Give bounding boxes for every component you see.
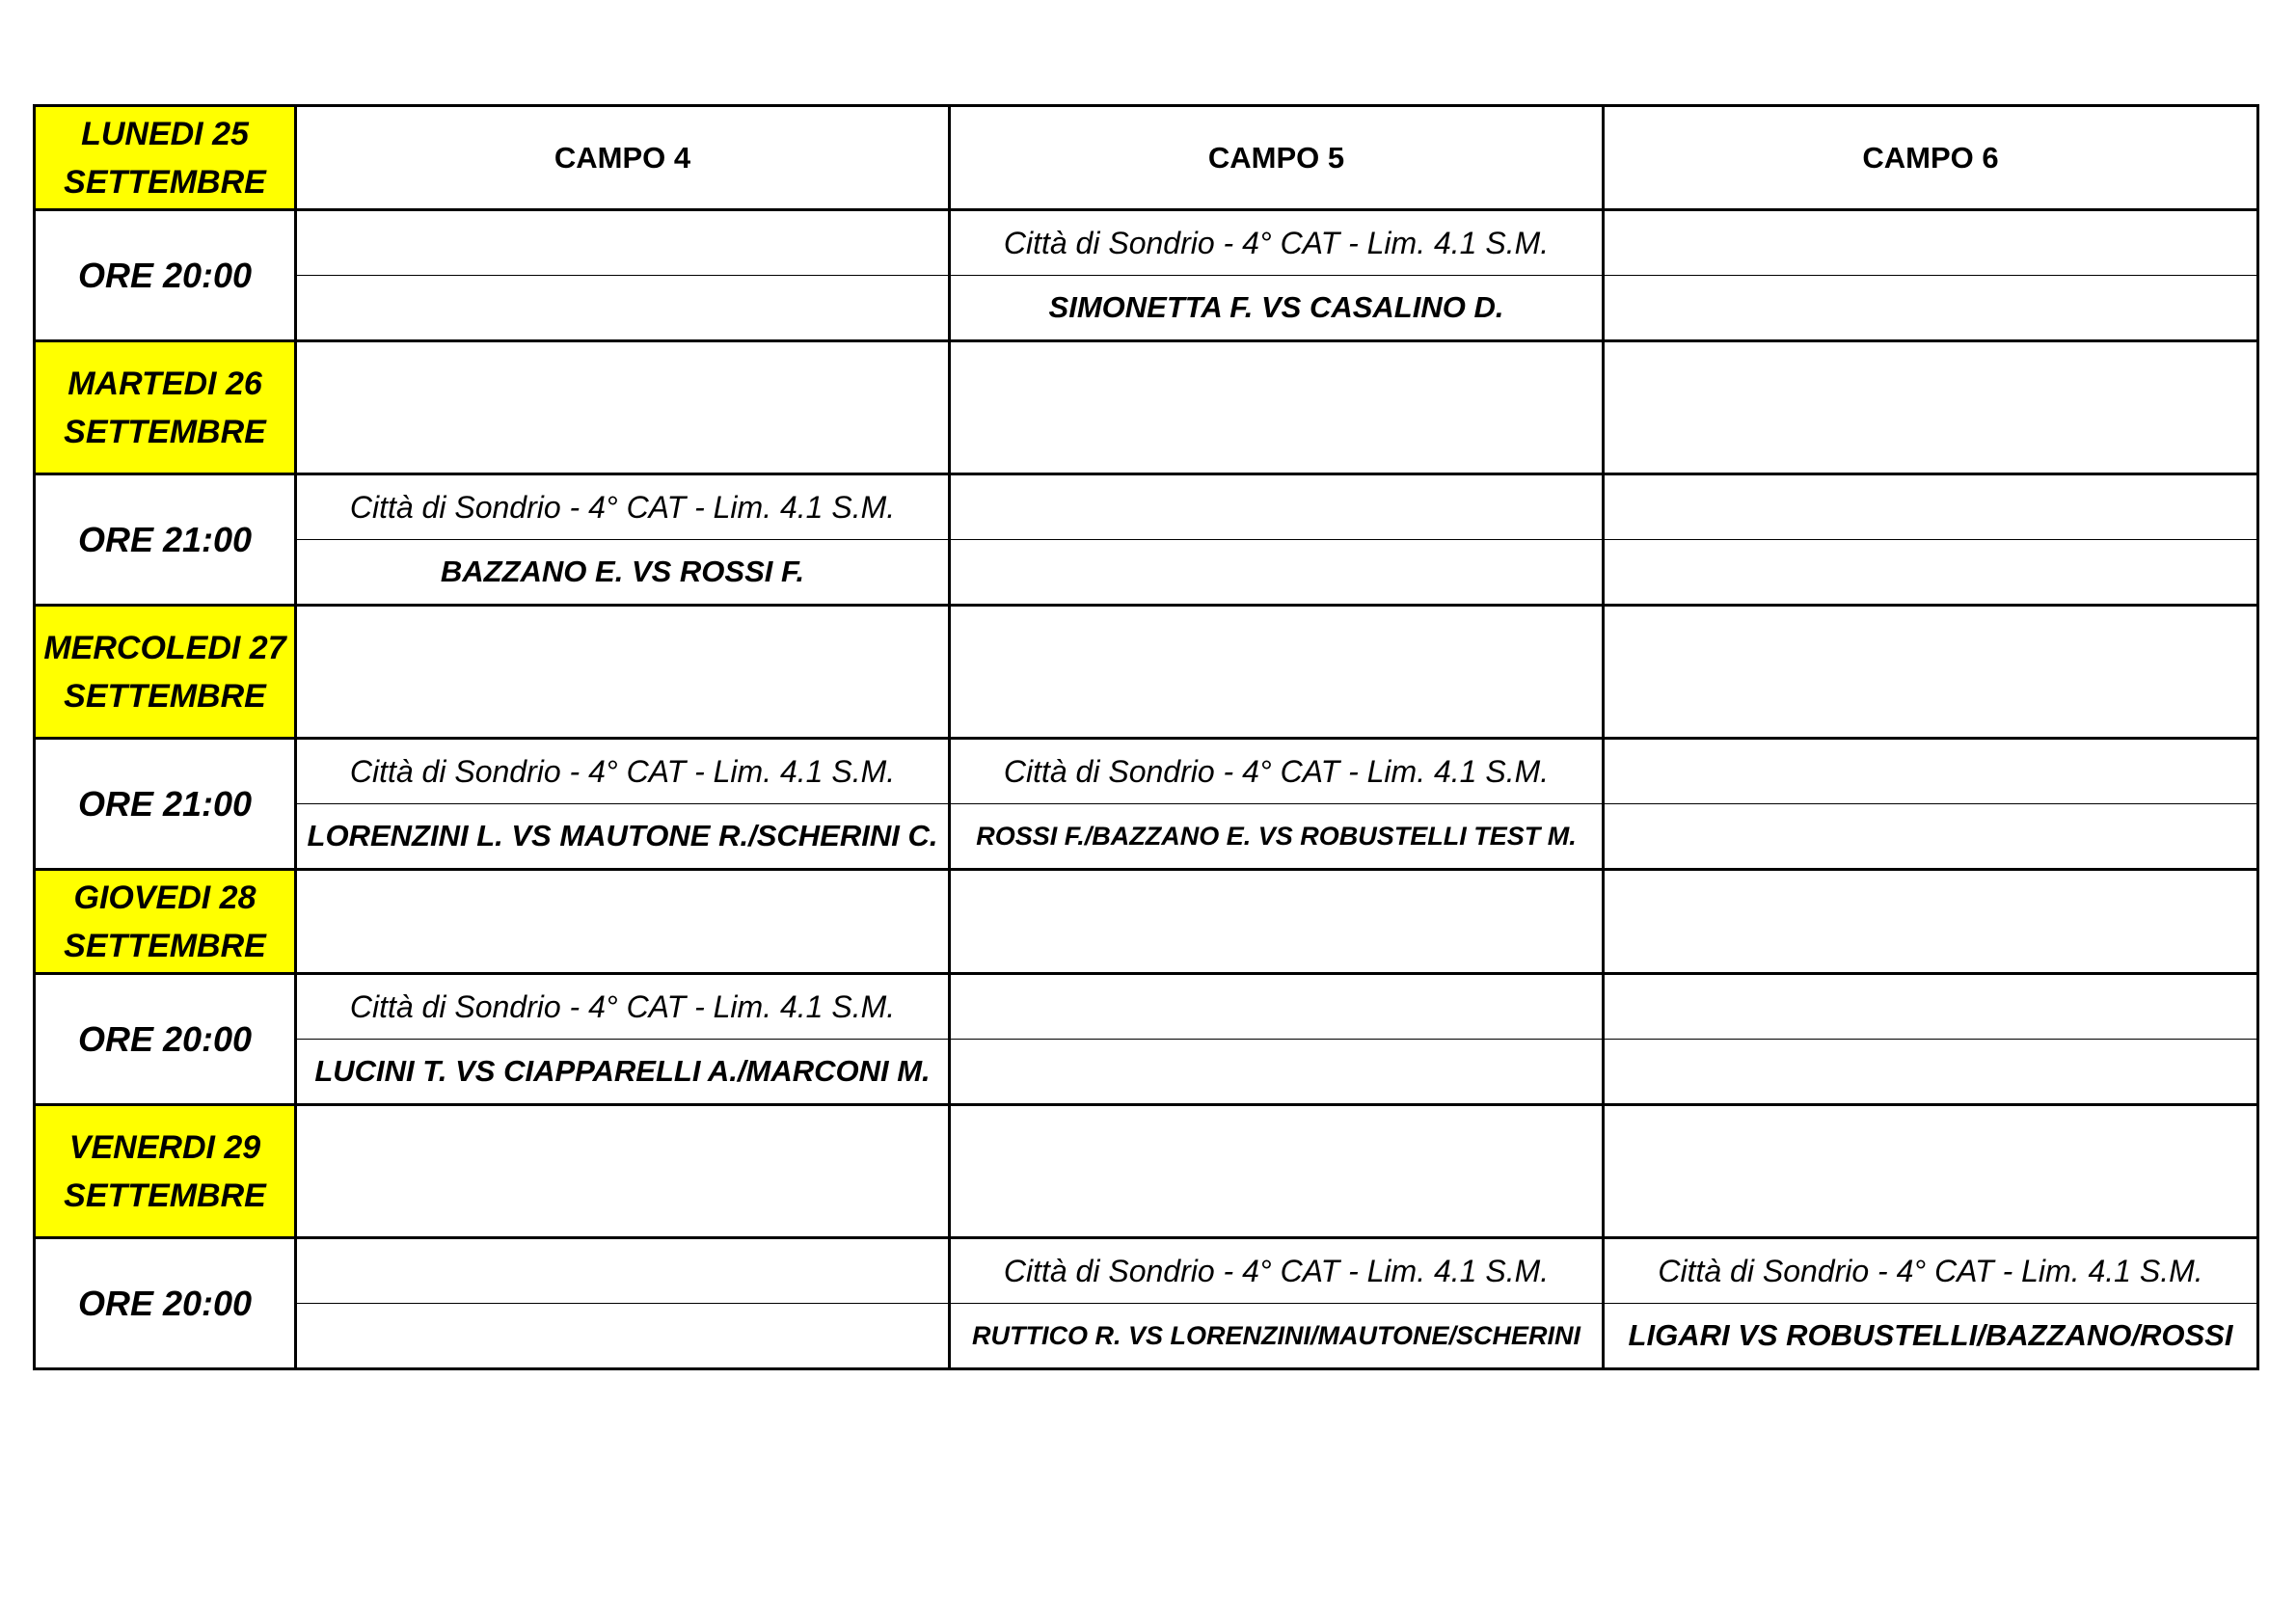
time-row: [35, 1238, 2258, 1304]
match-cell: ROSSI F./BAZZANO E. VS ROBUSTELLI TEST M.: [950, 804, 1604, 870]
empty-cell: [950, 341, 1604, 474]
match-cell: LORENZINI L. VS MAUTONE R./SCHERINI C.: [296, 804, 950, 870]
match-cell: [1604, 804, 2258, 870]
match-row: [35, 1304, 2258, 1369]
match-row: [35, 804, 2258, 870]
match-row: [35, 276, 2258, 341]
time-row: [35, 974, 2258, 1040]
empty-cell: [296, 1105, 950, 1238]
category-cell: Città di Sondrio - 4° CAT - Lim. 4.1 S.M.: [950, 1238, 1604, 1304]
time-cell: ORE 21:00: [35, 474, 296, 606]
day-cell: LUNEDI 25 SETTEMBRE: [35, 106, 296, 210]
match-cell: [1604, 540, 2258, 606]
match-cell: BAZZANO E. VS ROSSI F.: [296, 540, 950, 606]
match-cell: [950, 540, 1604, 606]
empty-cell: [296, 870, 950, 974]
empty-cell: [1604, 606, 2258, 739]
empty-cell: [950, 1105, 1604, 1238]
category-cell: [296, 1238, 950, 1304]
time-cell: ORE 20:00: [35, 1238, 296, 1369]
empty-cell: [1604, 1105, 2258, 1238]
match-cell: [1604, 1040, 2258, 1105]
campo-6-header: CAMPO 6: [1604, 106, 2258, 210]
day-cell: VENERDI 29 SETTEMBRE: [35, 1105, 296, 1238]
match-cell: [950, 1040, 1604, 1105]
match-cell: [296, 276, 950, 341]
time-cell: ORE 20:00: [35, 974, 296, 1105]
empty-cell: [296, 341, 950, 474]
category-cell: Città di Sondrio - 4° CAT - Lim. 4.1 S.M.: [296, 739, 950, 804]
time-row: [35, 739, 2258, 804]
match-cell: RUTTICO R. VS LORENZINI/MAUTONE/SCHERINI: [950, 1304, 1604, 1369]
time-cell: ORE 20:00: [35, 210, 296, 341]
category-cell: [950, 974, 1604, 1040]
match-row: [35, 540, 2258, 606]
day-row: [35, 606, 2258, 739]
day-row: [35, 106, 2258, 210]
day-cell: GIOVEDI 28 SETTEMBRE: [35, 870, 296, 974]
category-cell: [1604, 739, 2258, 804]
schedule-table: [33, 104, 2259, 1370]
day-row: [35, 341, 2258, 474]
category-cell: [296, 210, 950, 276]
category-cell: Città di Sondrio - 4° CAT - Lim. 4.1 S.M.: [950, 739, 1604, 804]
category-cell: [950, 474, 1604, 540]
time-row: [35, 474, 2258, 540]
category-cell: Città di Sondrio - 4° CAT - Lim. 4.1 S.M.: [1604, 1238, 2258, 1304]
match-cell: SIMONETTA F. VS CASALINO D.: [950, 276, 1604, 341]
day-row: [35, 1105, 2258, 1238]
match-cell: [1604, 276, 2258, 341]
match-cell: LUCINI T. VS CIAPPARELLI A./MARCONI M.: [296, 1040, 950, 1105]
campo-5-header: CAMPO 5: [950, 106, 1604, 210]
empty-cell: [950, 606, 1604, 739]
time-cell: ORE 21:00: [35, 739, 296, 870]
category-cell: Città di Sondrio - 4° CAT - Lim. 4.1 S.M.: [950, 210, 1604, 276]
category-cell: Città di Sondrio - 4° CAT - Lim. 4.1 S.M.: [296, 474, 950, 540]
category-cell: [1604, 974, 2258, 1040]
category-cell: Città di Sondrio - 4° CAT - Lim. 4.1 S.M.: [296, 974, 950, 1040]
day-cell: MERCOLEDI 27 SETTEMBRE: [35, 606, 296, 739]
day-row: [35, 870, 2258, 974]
day-cell: MARTEDI 26 SETTEMBRE: [35, 341, 296, 474]
empty-cell: [296, 606, 950, 739]
match-cell: [296, 1304, 950, 1369]
empty-cell: [1604, 870, 2258, 974]
match-cell: LIGARI VS ROBUSTELLI/BAZZANO/ROSSI: [1604, 1304, 2258, 1369]
empty-cell: [950, 870, 1604, 974]
time-row: [35, 210, 2258, 276]
category-cell: [1604, 474, 2258, 540]
match-row: [35, 1040, 2258, 1105]
empty-cell: [1604, 341, 2258, 474]
campo-4-header: CAMPO 4: [296, 106, 950, 210]
category-cell: [1604, 210, 2258, 276]
